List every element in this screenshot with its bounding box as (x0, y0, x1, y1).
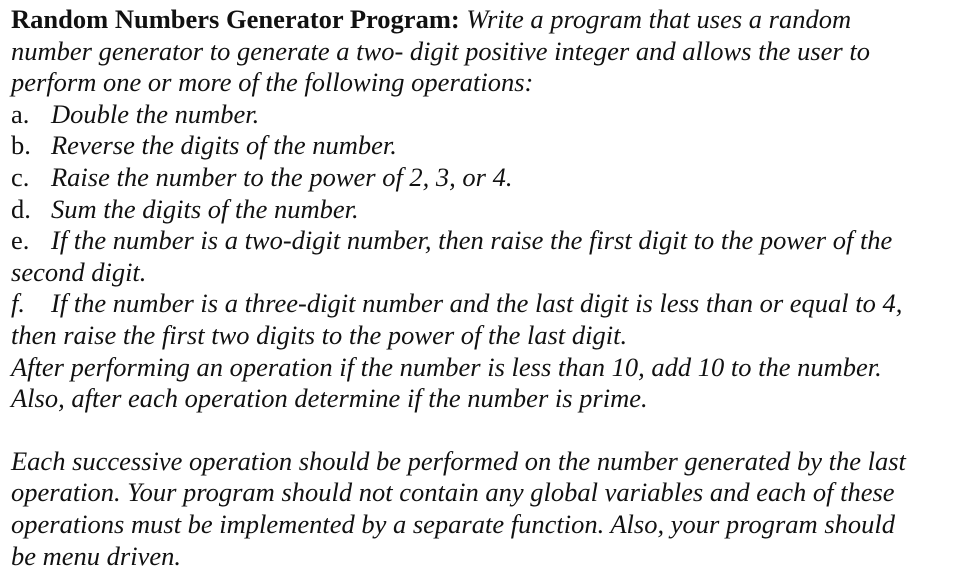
closing-line-2: operation. Your program should not contain any global variables and each of these (11, 477, 895, 508)
paragraph-gap (11, 415, 961, 446)
closing-line-1: Each successive operation should be performed on the number generated by the last (11, 445, 906, 476)
heading-line-3: perform one or more of the following operations: (11, 67, 534, 98)
document-body (11, 4, 961, 572)
operation-item-a (11, 99, 961, 131)
operation-item-e (11, 225, 961, 257)
operation-text-a: Double the number. (51, 98, 260, 129)
after-line-2: Also, after each operation determine if the number is prime. (11, 383, 648, 414)
operation-text-e-line1: If the number is a two-digit number, then raise the first digit to the power of the (51, 225, 893, 256)
operation-text-d: Sum the digits of the number. (51, 193, 359, 224)
operation-item-c (11, 162, 961, 194)
operation-marker-b: b. (11, 130, 31, 161)
heading-title: Random Numbers Generator Program: (11, 4, 460, 34)
operation-text-f-line1: If the number is a three-digit number and the last digit is less than or equal to 4, (51, 288, 903, 319)
operation-marker-e: e. (11, 225, 30, 256)
operation-marker-a: a. (11, 98, 30, 129)
operation-marker-c: c. (11, 161, 30, 192)
heading-intro-part1: Write a program that uses a random (466, 4, 852, 34)
operation-text-b: Reverse the digits of the number. (51, 130, 397, 161)
closing-line-4: be menu driven. (11, 540, 181, 571)
closing-line-3: operations must be implemented by a separate function. Also, your program should (11, 508, 895, 539)
operation-item-d (11, 194, 961, 226)
heading-line-2: number generator to generate a two- digit positive integer and allows the user to (11, 35, 870, 66)
operation-text-c: Raise the number to the power of 2, 3, or 4. (51, 161, 513, 192)
operation-marker-d: d. (11, 193, 31, 224)
operation-text-e-line2: second digit. (11, 256, 147, 287)
operation-marker-f: f. (11, 288, 25, 319)
after-line-1: After performing an operation if the number is less than 10, add 10 to the number. (11, 351, 882, 382)
heading-line-1 (11, 4, 961, 36)
operation-text-f-line2: then raise the first two digits to the power of the last digit. (11, 319, 628, 350)
operation-item-b (11, 130, 961, 162)
operation-item-f (11, 288, 961, 320)
